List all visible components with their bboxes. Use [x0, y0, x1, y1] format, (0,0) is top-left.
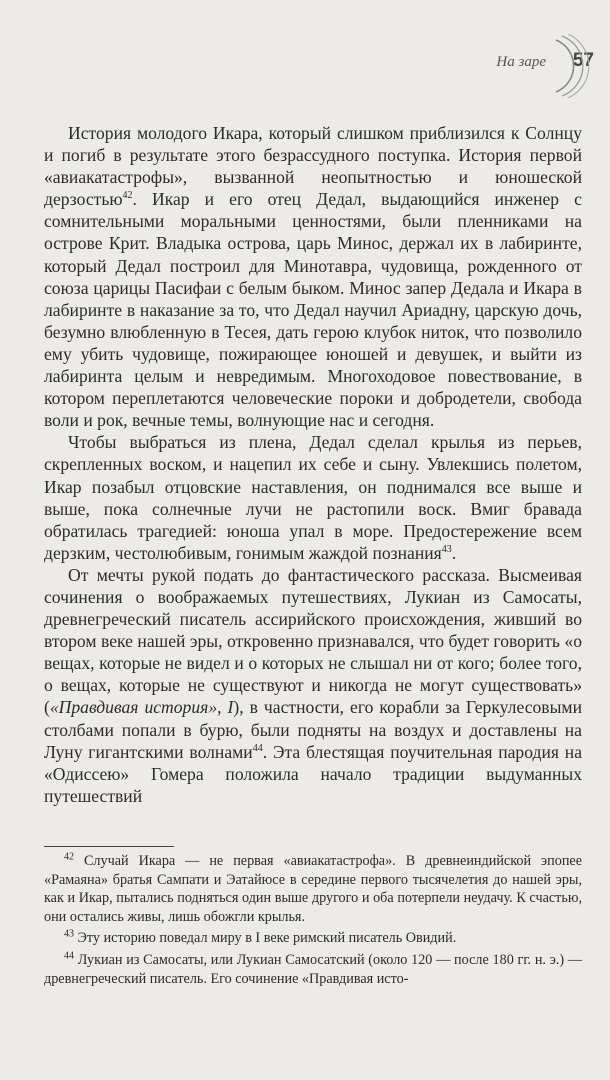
footnote-ref: 42	[122, 190, 133, 202]
footnote-ref: 44	[252, 742, 263, 754]
footnote: $^{42}$ Случай Икара — не первая «авиакатастрофа». В древнеиндийской эпопее «Рамаяна» братья Сампати и Эатайюсе в середине первого тысячелетия до нашей эры, как и Икар, пытались подняться один выше другого и оба потерпели неудачу. К счастью, они остались живы, лишь обожгли крылья.	[44, 851, 582, 925]
footnote-divider	[44, 846, 174, 847]
main-text	[44, 122, 582, 807]
page-header	[0, 36, 610, 96]
footnote-ref: 43	[441, 543, 452, 555]
paragraph: Чтобы выбраться из плена, Дедал сделал крылья из перьев, скрепленных воском, и нацепил их себе и сыну. Увлекшись полетом, Икар позабыл отцовские наставления, он поднимался все выше и выше, пока солнечные лучи не растопили воск. Вмиг бравада обратилась трагедией: юноша упал в море. Предостережение всем дерзким, честолюбивым, гонимым жаждой познания$^{43}$.	[44, 432, 582, 563]
page-number-arcs-icon	[548, 34, 608, 98]
paragraph: История молодого Икара, который слишком приблизился к Солнцу и погиб в результате этого безрассудного поступка. История первой «авиакатастрофы», вызванной неопытностью и юношеской дерзостью$^{42}$. Икар и его отец Дедал, выдающийся инженер с сомнительными моральными ценностями, были пленниками на острове Крит. Владыка острова, царь Минос, держал их в лабиринте, который Дедал построил для Минотавра, чудовища, рожденного от союза царицы Пасифаи с белым быком. Минос запер Дедала и Икара в лабиринте в наказание за то, что Дедал научил Ариадну, царскую дочь, безумно влюбленную в Тесея, дать герою клубок ниток, что позволило ему убить чудовище, пожирающее юношей и девушек, и выйти из лабиринта целым и невредимым. Многоходовое повествование, в котором переплетаются человеческие пороки и добродетели, свобода воли и рок, вечные темы, волнующие нас и сегодня.	[44, 123, 582, 431]
running-title: На заре	[496, 54, 546, 70]
footnotes	[44, 852, 582, 991]
page-number: 57	[572, 50, 594, 71]
footnote: $^{43}$ Эту историю поведал миру в I веке римский писатель Овидий.	[64, 928, 457, 947]
book-title-citation: «Правдивая история», I	[49, 697, 234, 718]
footnote: $^{44}$ Лукиан из Самосаты, или Лукиан Самосатский (около 120 — после 180 гг. н. э.) — древнегреческий писатель. Его сочинение «Правдивая исто-	[44, 950, 583, 987]
paragraph: От мечты рукой подать до фантастического рассказа. Высмеивая сочинения о воображаемых путешествиях, Лукиан из Самосаты, древнегреческий писатель ассирийского происхождения, живший во втором веке нашей эры, откровенно признавался, что будет говорить «о вещах, которые не видел и о которых не слышал ни от кого; более того, о вещах, которые не существуют и никогда не могут существовать» («Правдивая история», I), в частности, его корабли за Геркулесовыми столбами попали в бурю, были подняты на воздух и доставлены на Луну гигантскими волнами$^{44}$. Эта блестящая поучительная пародия на «Одиссею» Гомера положила начало традиции выдуманных путешествий	[44, 564, 583, 806]
